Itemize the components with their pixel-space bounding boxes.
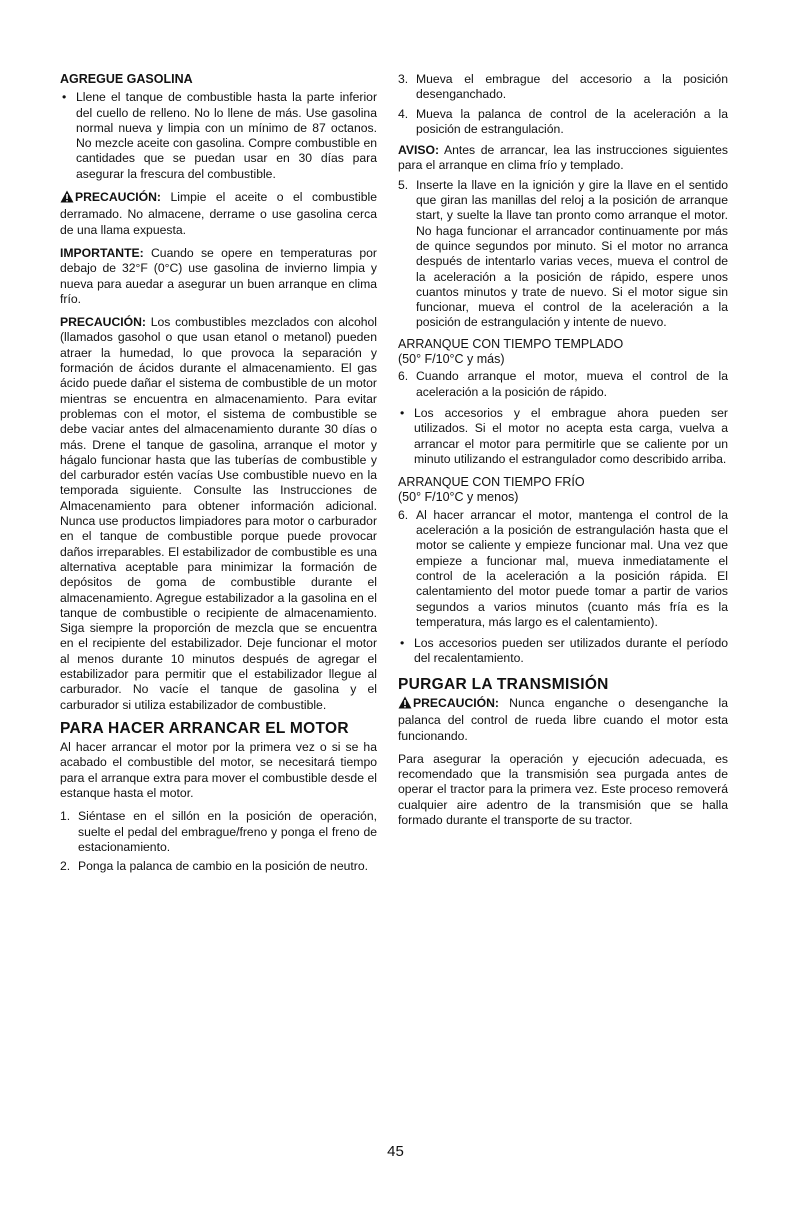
left-column <box>60 72 377 881</box>
aviso-label: AVISO: <box>398 143 440 158</box>
list-item <box>398 107 728 138</box>
importante-text: Cuando se opere en temperaturas por debajo de 32°F (0°C) use gasolina de invierno limpia y nueva para auedar a asegurar un buen arranque en clima frío. <box>60 245 377 306</box>
list-item <box>60 809 377 855</box>
step-number: 1. <box>60 809 71 824</box>
templado-range: (50° F/10°C y más) <box>398 352 505 367</box>
importante-label: IMPORTANTE: <box>60 245 144 260</box>
templado-steps <box>398 369 728 400</box>
arrancar-steps-continued <box>398 72 728 137</box>
templado-bullet-list <box>398 406 728 467</box>
list-item <box>398 508 728 630</box>
precaucion-paragraph-1 <box>60 190 377 238</box>
list-item: • Llene el tanque de combustible hasta la parte inferior del cuello de relleno. No lo llene de más. Use gasolina normal nueva y limpia con un mínimo de 87 octanos. No mezcle aceite con gasolina. Compre combustible en cantidades que se puedan usar en 30 días para asegurar la frescura del combustible. <box>60 90 377 182</box>
importante-paragraph <box>60 246 377 307</box>
right-column <box>398 72 728 836</box>
purgar-paragraph: Para asegurar la operación y ejecución adecuada, es recomendado que la transmisión sea purgada antes de operar el tractor para la primera vez. Este proceso removerá cualquier aire adentro de la transmisión que se halla formado durante el transporte de su tractor. <box>398 751 728 828</box>
precaucion-label: PRECAUCIÓN: <box>413 695 499 710</box>
page-number: 45 <box>387 1143 404 1160</box>
precaucion-text: Nunca enganche o desenganche la palanca del control de rueda libre cuando el motor esta funcionando. <box>398 695 728 743</box>
step-text: Al hacer arrancar el motor, mantenga el control de la aceleración a la posición de estrangulación hasta que el motor se caliente y empieze funcionar mal. Una vez que empieze a funcionar mal, mueva inmediatamente el control de la aceleración a la posición rápida. El calentamiento del motor puede tomar a partir de varios segundos a varios minutos (cuanto más fría es la temperatura, más largo es el calentamiento). <box>416 507 728 629</box>
precaucion-paragraph-3 <box>398 696 728 744</box>
aviso-text: Antes de arrancar, lea las instrucciones siguientes para el arranque en clima frío y templado. <box>398 143 728 173</box>
arrancar-step-5 <box>398 178 728 331</box>
frio-bullet-list <box>398 636 728 667</box>
heading-tiempo-templado: ARRANQUE CON TIEMPO TEMPLADO <box>398 336 624 351</box>
step-text: Ponga la palanca de cambio en la posición de neutro. <box>78 859 368 874</box>
warning-triangle-icon <box>398 696 412 713</box>
warning-triangle-icon <box>60 190 74 207</box>
list-item <box>60 859 377 874</box>
arrancar-intro: Al hacer arrancar el motor por la primera vez o si se ha acabado el combustible del motor, se necesitará tiempo para el arranque extra para mover el combustible desde el estanque hasta el motor. <box>60 740 377 801</box>
step-text: Inserte la llave en la ignición y gire la llave en el sentido que giran las manillas del reloj a la posición de arranque start, y suelte la llave tan pronto como arranque el motor. No haga funcionar el arrancador continuamente por más de quince segundos por minuto. Si el motor no arranca después de intentarlo varias veces, mueva el control de la aceleración a la posición de rápido, espere unos cuantos minutos y trate de nuevo. Si el motor sigue sin funcionar, mueva el control de la aceleración a la posición de estrangulación y intente de nuevo. <box>416 177 728 330</box>
precaucion-text: Los combustibles mezclados con alcohol (llamados gasohol o que usan etanol o metanol) pueden atraer la humedad, lo que provoca la separación y formación de ácidos durante el almacenamiento. El gas ácido puede dañar el sistema de combustible de un motor mientras se encuentra en almacenamiento. Para evitar problemas con el motor, el sistema de combustible se debe vaciar antes del almacenamiento durante 30 días o más. Drene el tanque de gasolina, arranque el motor y hágalo funcionar hasta que las tuberías de combustible y del carburador estén vacías Use combustible nuevo en la temporada siguiente. Consulte las Instrucciones de Almacenamiento para obtener información adicional. Nunca use productos limpiadores para motor o carburador en el tanque de combustible porque puede provocar daños irreparables. El estabilizador de combustible es una alternativa aceptable para minimizar la formación de depósitos de goma de combustible durante el almacenamiento. Agregue estabilizador a la gasolina en el tanque de combustible o recipiente de almacenamiento. Siga siempre la proporción de mezcla que se encuentra en el recipiente del estabilizador. Deje funcionar el motor al menos durante 10 minutos después de agregar el estabilizador para permitir que el estabilizador llegue al carburador. No vacíe el tanque de gasolina y el carburador si utiliza estabilizador de combustible. <box>60 315 377 712</box>
agregue-bullet-list <box>60 90 377 182</box>
aviso-paragraph <box>398 143 728 174</box>
step-text: Mueva el embrague del accesorio a la posición desenganchado. <box>416 72 728 102</box>
step-number: 4. <box>398 106 409 121</box>
step-number: 6. <box>398 369 409 384</box>
heading-agregue-gasolina: AGREGUE GASOLINA <box>60 72 193 86</box>
precaucion-paragraph-2 <box>60 315 377 713</box>
list-item: • Los accesorios pueden ser utilizados durante el período del recalentamiento. <box>398 636 728 667</box>
arrancar-steps <box>60 809 377 874</box>
frio-steps <box>398 508 728 630</box>
step-text: Mueva la palanca de control de la aceleración a la posición de estrangulación. <box>416 106 728 136</box>
frio-range: (50° F/10°C y menos) <box>398 490 519 505</box>
heading-arrancar-motor: PARA HACER ARRANCAR EL MOTOR <box>60 719 349 737</box>
list-item <box>398 369 728 400</box>
step-number: 6. <box>398 507 409 522</box>
heading-tiempo-frio: ARRANQUE CON TIEMPO FRÍO <box>398 475 585 490</box>
list-item: • Los accesorios y el embrague ahora pueden ser utilizados. Si el motor no acepta esta carga, vuelva a arrancar el motor para permitirle que se caliente por un minuto utilizando el estrangulador como describido arriba. <box>398 406 728 467</box>
step-text: Cuando arranque el motor, mueva el control de la aceleración a la posición de rápido. <box>416 369 728 399</box>
step-number: 3. <box>398 72 409 86</box>
list-item <box>398 72 728 103</box>
step-number: 2. <box>60 859 71 874</box>
step-number: 5. <box>398 177 409 192</box>
precaucion-label: PRECAUCIÓN: <box>60 315 146 330</box>
precaucion-label: PRECAUCIÓN: <box>75 190 161 205</box>
precaucion-text: Limpie el aceite o el combustible derramado. No almacene, derrame o use gasolina cerca de una llama expuesta. <box>60 190 377 237</box>
list-item <box>398 178 728 331</box>
step-text: Siéntase en el sillón en la posición de operación, suelte el pedal del embrague/freno y ponga el freno de estacionamiento. <box>78 809 377 854</box>
heading-purgar-transmision: PURGAR LA TRANSMISIÓN <box>398 675 609 693</box>
